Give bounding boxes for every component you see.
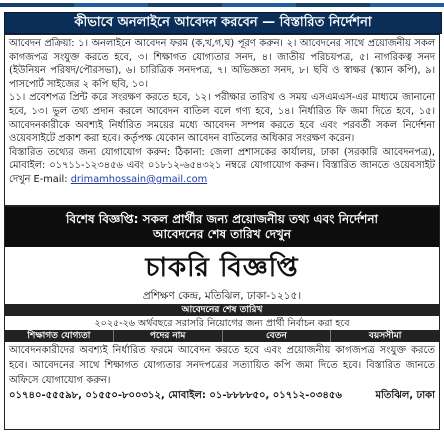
- notice-paragraph-1: আবেদন প্রক্রিয়া: ১। অনলাইনে আবেদন ফরম (ক,খ,গ,ঘ) পূরণ করুন। ২। আবেদনের সাথে প্রয়োজনীয় সকল কাগজপত্র সংযুক্ত করতে হবে, ৩। শিক্ষাগত যোগ্যতার সনদ, ৪। জাতীয় পরিচয়পত্র, ৫। নাগরিকত্ব সনদ (ইউনিয়ন পরিষদ/পৌরসভা), ৬। চারিত্রিক সনদপত্র, ৭। অভিজ্ঞতা সনদ, ৮। ছবি ও স্বাক্ষর (স্ক্যান কপি), ৯। পাসপোর্ট সাইজের ২ কপি ছবি, ১০।: [9, 38, 435, 90]
- ad-subtitle: প্রশিক্ষণ কেন্দ্র, মতিঝিল, ঢাকা-১২১৫।: [142, 290, 302, 302]
- ad-contact-place: মতিঝিল, ঢাকা: [375, 390, 435, 401]
- top-decorative-rule: [0, 0, 444, 10]
- ad-line: ২০২৫-২৬ অর্থবছরে সরাসরি নিয়োগের জন্য প্রার্থী নির্বাচন করা হবে: [94, 318, 350, 329]
- ad-contact-phones: ০১৭৪০-৫৫৫৯৮, ০১৫৫০-৮০০৩১২, মোবাইল: ০১-৮৮৮৮৫০, ০১৭১২-০৩৪৫৬: [9, 390, 342, 401]
- notice-text: [9, 37, 435, 187]
- ad-header: [5, 207, 439, 247]
- email-link[interactable]: drimamhossain@gmail.com: [70, 173, 208, 185]
- ad-title: চাকরি বিজ্ঞপ্তি: [145, 253, 299, 283]
- notice-paragraph-2: ১১। প্রবেশপত্র প্রিন্ট করে সংরক্ষণ করতে হবে, ১২। পরীক্ষার তারিখ ও সময় এসএমএস-এর মাধ্যমে জানানো হবে, ১৩। ভুল তথ্য প্রদান করলে আবেদন বাতিল বলে গণ্য হবে, ১৪। নির্ধারিত ফি জমা দিতে হবে, ১৫। আবেদনকারীকে অবশ্যই নির্ধারিত সময়ের মধ্যে আবেদন সম্পন্ন করতে হবে এবং পরবর্তী সকল নির্দেশনা ওয়েবসাইটে প্রকাশ করা হবে। কর্তৃপক্ষ যেকোন আবেদন বাতিলের অধিকার সংরক্ষণ করেন।: [9, 92, 435, 145]
- ad-column-0: শিক্ষাগত যোগ্যতা: [5, 330, 114, 342]
- ad-column-2: বেতন: [223, 330, 332, 342]
- ad-header-line-1: বিশেষ বিজ্ঞপ্তি: সকল প্রার্থীর জন্য প্রয়োজনীয় তথ্য এবং নির্দেশনা: [65, 212, 379, 226]
- ad-body-text: আবেদনকারীদের অবশ্যই নির্ধারিত ফরমে আবেদন করতে হবে এবং প্রয়োজনীয় কাগজপত্র সংযুক্ত করতে হবে। আবেদনের সাথে শিক্ষাগত যোগ্যতার সনদপত্রের সত্যায়িত কপি জমা দিতে হবে। বিস্তারিত জানতে অফিসে যোগাযোগ করুন।: [9, 345, 435, 386]
- ad-contact: [9, 388, 435, 403]
- notice-box: [4, 34, 440, 206]
- ad-column-1: পদের নাম: [114, 330, 223, 342]
- email-label: E-mail:: [33, 173, 68, 185]
- notice-contact-text: বিস্তারিত তথ্যের জন্য যোগাযোগ করুন: ঠিকানা: জেলা প্রশাসকের কার্যালয়, ঢাকা (সরকারি আবেদনপত্র), মোবাইল: ০১৭১১-১২৩৪৫৬ এবং ০১৮১২-৬৫৪৩২১ নম্বরে যোগাযোগ করুন। বিস্তারিত জানতে ওয়েবসাইট দেখুন: [9, 146, 435, 185]
- ad-band-columns: [5, 330, 439, 342]
- notice-contact: [9, 146, 435, 187]
- ad-header-line-2: আবেদনের শেষ তারিখ দেখুন: [152, 227, 292, 241]
- ad-body: [9, 343, 435, 403]
- ad-title-wrap: [5, 247, 439, 289]
- ad-band-deadline: আবেদনের শেষ তারিখ: [5, 304, 439, 316]
- ad-column-3: বয়সসীমা: [368, 331, 402, 341]
- job-advertisement: [4, 206, 440, 430]
- section-header: কীভাবে অনলাইনে আবেদন করবেন — বিস্তারিত নির্দেশনা: [4, 12, 442, 34]
